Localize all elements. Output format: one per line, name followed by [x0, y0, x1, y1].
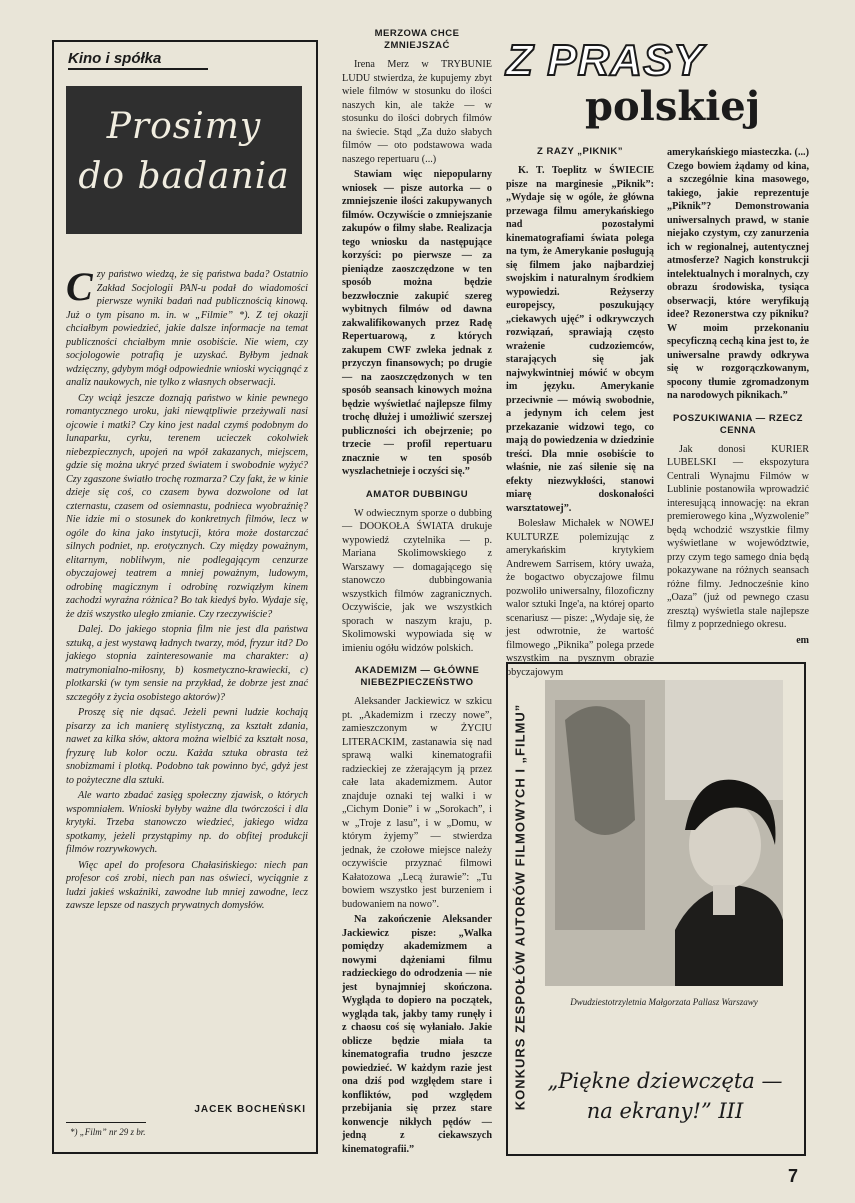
logo-z-prasy: Z PRASY — [506, 36, 704, 85]
merz-paragraph: Irena Merz w TRYBUNIE LUDU stwierdza, że kupujemy zbyt wiele filmów w stosunku do ilości naszych kin, ale także — w stosunku do ilości dobrych filmów na świecie. Stąd „Za dużo słabych filmów — oto podstawowa wada naszego repertuaru (...) — [342, 59, 492, 165]
amator-paragraph: W odwiecznym sporze o dubbing — DOOKOŁA ŚWIATA drukuje wypowiedź czytelnika — p. Mariana Skolimowskiego z Warszawy — domagającego się stanowczo dubbingowania wszystkich filmów zagranicznych. Oczywiście, jak we wszystkich sporach w naszym kraju, p. Skolimowski wypowiada się w imieniu ogółu widzów polskich. — [342, 507, 492, 654]
merz-header: MERZOWA CHCE ZMNIEJSZAĆ — [374, 28, 460, 51]
hero-title-line-2: do badania — [78, 156, 290, 197]
logo-polskiej: polskiej — [585, 83, 761, 130]
contest-slogan: „Piękne dziewczęta — na ekrany!” III — [547, 1069, 783, 1123]
portrait-photo — [545, 680, 783, 986]
left-paragraph: Więc apel do profesora Chałasińskiego: niech pan profesor coś zrobi, niech pan nas oświeci, wyciągnie z ludzi jakieś wskaźniki, zawodne lub mniej zawodne, lecz zawsze lepsze od naszych prywatnych domysłów. — [66, 859, 308, 911]
signature: em — [796, 634, 809, 646]
akademizm-paragraph: Aleksander Jackiewicz w szkicu pt. „Akademizm i rzeczy nowe”, zamieszczonym w ŻYCIU LITERACKIM, zastanawia się nad sprawą walki kinematografii radzieckiej ze zżerającym ją przez całe lata akademizmem. Autor znajduje oznaki tej walki i w „Cichym Donie” i w „Sorokach”, i w „Troje z lasu”, i w „Domu, w którym żyjemy” — stwierdza jednak, że czołowe miejsce należy oczywiście przyznać filmowi Kałatozowa „Lecą żurawie”: „Tu bowiem wszystko jest burzeniem i budowaniem na nowo”. — [342, 696, 492, 910]
piknik-header: Z RAZY „PIKNIK” — [537, 146, 623, 157]
footnote-divider — [66, 1122, 146, 1123]
photo-caption: Dwudziestotrzyletnia Małgorzata Pallasz Warszawy — [570, 997, 758, 1007]
poszukiwania-paragraph: Jak donosi KURIER LUBELSKI — ekspozytura Centrali Wynajmu Filmów w Lublinie postanowiła wprowadzić interesującą innowację: na ekran premierowego kina „Wyzwolenie” będą wchodzić wszystkie filmy wyświetlane w województwie, przy czym tego samego dnia będą pokazywane na różnych seansach różne filmy. Jednocześnie kino „Oaza” (już od pewnego czasu zresztą) wyświetla stale najlepsze filmy z poprzedniego okresu. — [667, 443, 809, 630]
contest-title: KONKURS ZESPOŁÓW AUTORÓW FILMOWYCH I „FILMU” — [512, 703, 528, 1111]
middle-column — [342, 28, 492, 1158]
left-paragraph: zy państwo wiedzą, że się państwa bada? Ostatnio Zakład Socjologii PAN-u podał do wiadomości pierwsze wyniki badań nad publicznością kinową. Już o tym pisano m. in. w „Filmie” *). Z tej okazji chciałbym powiedzieć, jakie dalsze informacje na temat publiczności chciałbym mnie osobiście. Nie wiem, czy socjologowie potrafią je uzyskać. Byłbym jednak wdzięczny, gdybym mógł odpowiednie wnioski wyciągnąć z analiz naukowych, nie tylko z własnych obserwacji. — [66, 269, 308, 388]
piknik-paragraph: Bolesław Michałek w NOWEJ KULTURZE polemizując z amerykańskim krytykiem Andrewem Sarrisem, który uważa, że bogactwo obyczajowe filmu pozwoliło uniwersalny, filozoficzny walor sztuki Inge'a, na której oparto scenariusz — pisze: „Wydaje się, że jest odwrotnie, że wartość filmowego „Piknika” polega przede wszystkim na pysznym obrazie obyczajowym — [506, 518, 654, 678]
piknik-paragraph: K. T. Toeplitz w ŚWIECIE pisze na marginesie „Piknik”: „Wydaje się w ogóle, że główna przewaga filmu amerykańskiego nad pozostałymi kinematografiami świata polega na tym, że Amerykanie posługują się filmem jako najbardziej swojskim i naturalnym środkiem wypowiedzi. Reżyserzy europejscy, poszukujący „ciekawych ujęć” i odkrywczych rozwiązań, sprawiają często wrażenie cudzoziemców, starających się jak najwykwintniej mówić w obcym im języku. Amerykanie przeciwnie — mówią swobodnie, a jedynym ich celem jest przekazanie widzowi tego, co mają do powiedzenia w dziedzinie treści. Dla mnie osobiście to właśnie, nie zaś siłenie się na efekty niezwykłości, stanowi miarę doskonałości warsztatowej”. — [506, 165, 654, 514]
hero-banner — [66, 86, 302, 234]
portrait-illustration — [545, 680, 783, 986]
akademizm-paragraph: Na zakończenie Aleksander Jackiewicz pisze: „Walka pomiędzy akademizmem a nowymi dążeniami filmu radzieckiego do odrodzenia — nie jest bynajmniej skończona. Wygląda to dopiero na początek, wygląda tak, jakby tamy runęły i z chaosu coś się wyłaniało. Jakie oblicze będzie miała ta kinematografia trudno jeszcze powiedzieć. W każdym razie jest ona dziś pod względem stare i konfliktów, pod względem przebijania się przez stare konwencje nikłych pędów — jedną z ciekawszych kinematografii.” — [342, 914, 492, 1155]
piknik-continuation: amerykańskiego miasteczka. (...) Czego bowiem żądamy od kina, a szczególnie kina masowego, takiego, jakie reprezentuje „Piknik”? Demonstrowania uniwersalnych prawd, w stanie niejako czystym, czy zanurzenia ich w regionalnej, autentycznej atmosferze? Nagich konstrukcji intelektualnych i moralnych, czy obrazu środowiska, tysiąca obserwacji, które weryfikują idee? Rezonerstwa czy pikniku? W moim przekonaniu specyficzną cechą kina jest to, że uniwersalne prawdy odkrywa się w rozgorączkowanym, spocony tłumie zgromadzonym na narodowych piknikach.” — [667, 147, 809, 401]
hero-title-line-1: Prosimy — [106, 106, 262, 147]
right-column-2 — [667, 146, 809, 647]
right-column-1 — [506, 146, 654, 681]
left-article-body — [66, 264, 308, 915]
contest-side-caption — [505, 664, 535, 1150]
page-number: 7 — [788, 1166, 799, 1186]
article-author: JACEK BOCHEŃSKI — [194, 1104, 306, 1115]
poszukiwania-header: POSZUKIWANIA — RZECZ CENNA — [673, 412, 803, 436]
section-label: Kino i spółka — [68, 50, 208, 70]
footnote: *) „Film” nr 29 z br. — [70, 1127, 146, 1137]
akademizm-header: AKADEMIZM — GŁÓWNE NIEBEZPIECZEŃSTWO — [354, 665, 480, 688]
merz-paragraph: Stawiam więc niepopularny wniosek — pisze autorka — o zmniejszenie ilości zakupywanych filmów. Oczywiście o zmniejszanie zakupów o filmy słabe. Realizacja tego wniosku da następujące korzyści: po pierwsze — za pieniądze zaoszczędzone w ten sposób można będzie bezzwłocznie zakupić szereg wybitnych filmów od dawna zakwalifikowanych przez Radę Repertuarową, z których zakupem CWF zwleka jednak z przyczyn finansowych; po drugie — na zaoszczędzonych w ten sposób seansach kinowych można będzie wyświetlać najlepsze filmy trochę dłużej i umożliwić szerszej publiczności ich obejrzenie; po trzecie — profil repertuaru znacznie w ten sposób wyszlachetnieje i oczyści się.” — [342, 169, 492, 477]
left-paragraph: Proszę się nie dąsać. Jeżeli pewni ludzie kochają pisarzy za ich manierę stylistyczną, za kształt zdania, nawet za kilka słów, aktora można wielbić za kształt nosa, fryzurę lub kolor oczu. Każda sztuka obrasta też snobizmami i plotką. Podobno tak powinno być, gdyż jest to pożyteczne dla sztuki. — [66, 707, 308, 786]
left-paragraph: Ale warto zbadać zasięg społeczny zjawisk, o których wspomniałem. Wnioski byłyby ważne dla twórczości i dla krytyki. Trzeba stanowczo wiedzieć, jakiego widza spotkamy, jeżeli przystąpimy np. do obfitej produkcji filmów rozrywkowych. — [66, 790, 308, 855]
left-paragraph: Czy wciąż jeszcze doznają państwo w kinie pewnego romantycznego uroku, jaki niewątpliwie przeżywali nasi ojcowie i matki? Czy kino jest nadal czymś podobnym do lunaparku, cyrku, terenem ucieczek cokolwiek niebezpiecznych, upojeń na wpół zakazanych, miejscem, gdzie się można ukryć przed światem i swobodnie wyżyć? Czy zgaszone światło trochę rozmarza? Czy fakt, że w kinie dzieje się coś, co czasem bywa dozwolone od lat czternastu, czasem od osiemnastu, podnieca wyobraźnię? Nie idzie mi o stosunek do konkretnych filmów, lecz w ogóle do kina jako instytucji, która może dostarczać silnych podniet, np. erotycznych. Czy między poważnym, elitarnym, noblilwym, nie podlegającym cenzurze obyczajowej teatrem a mniej poważnym, ludowym, odrobinę magicznym i odrobinę rozwiązłym kinem zachodzi wyraźna różnica? Bo tak kiedyś było. Wydaje się, że dziś wszystko uległo zmianie. Czy rzeczywiście? — [66, 392, 308, 620]
drop-cap: C — [66, 264, 93, 309]
left-paragraph: Dalej. Do jakiego stopnia film nie jest dla państwa sztuką, a jest wystawą ładnych twarzy, mód, fryzur itd? Do jakiego stopnia zainteresowanie ma charakter: a) matrymonialno-miłosny, b) kosmetyczno-krawiecki, c) plotkarski (w tym sensie na przykład, że dobrze jest znać szczegóły z życia osobistego aktorów)? — [66, 624, 308, 703]
amator-header: AMATOR DUBBINGU — [365, 488, 469, 500]
